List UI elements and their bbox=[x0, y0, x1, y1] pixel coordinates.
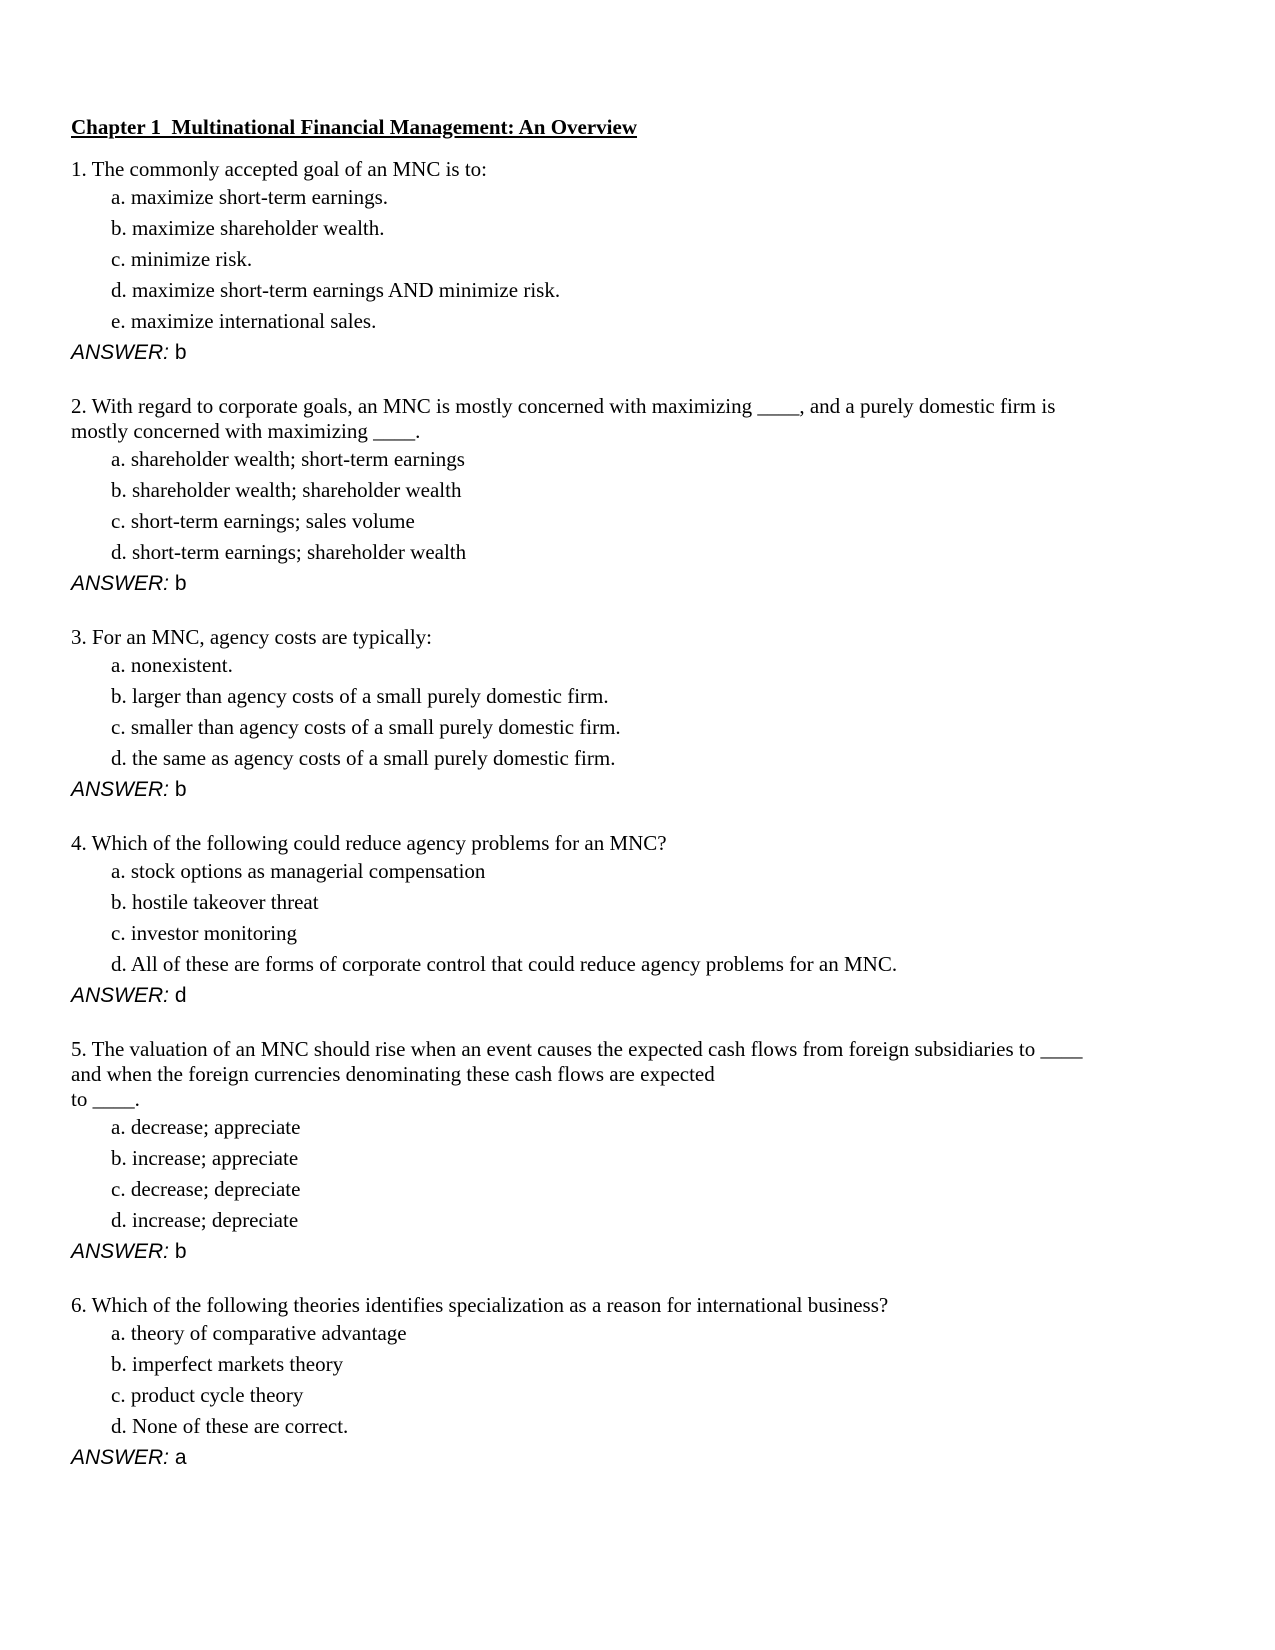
answer-option: d. increase; depreciate bbox=[111, 1208, 299, 1232]
answer-option: c. smaller than agency costs of a small purely domestic firm. bbox=[111, 715, 621, 739]
document-page bbox=[71, 115, 1211, 1499]
question-stem bbox=[71, 394, 1211, 444]
answer-option: b. hostile takeover threat bbox=[111, 890, 319, 914]
answer-option: d. maximize short-term earnings AND minimize risk. bbox=[111, 278, 561, 302]
answer-option: c. short-term earnings; sales volume bbox=[111, 509, 415, 533]
answer-line bbox=[71, 774, 1211, 805]
answer-option: a. nonexistent. bbox=[111, 653, 233, 677]
answer-option: a. stock options as managerial compensation bbox=[111, 859, 486, 883]
answer-option: c. product cycle theory bbox=[111, 1383, 304, 1407]
question-stem bbox=[71, 1293, 1211, 1318]
answer-option: b. maximize shareholder wealth. bbox=[111, 216, 385, 240]
answer-label: ANSWER: bbox=[71, 1240, 170, 1263]
answer-option: a. decrease; appreciate bbox=[111, 1115, 301, 1139]
answer-option: e. maximize international sales. bbox=[111, 309, 377, 333]
question-4 bbox=[71, 831, 1211, 1011]
stem-line: 3. For an MNC, agency costs are typically: bbox=[71, 625, 432, 649]
answer-option: b. shareholder wealth; shareholder wealth bbox=[111, 478, 462, 502]
answer-line bbox=[71, 1236, 1211, 1267]
question-3 bbox=[71, 625, 1211, 805]
answer-option: a. maximize short-term earnings. bbox=[111, 185, 388, 209]
question-stem bbox=[71, 625, 1211, 650]
answer-label: ANSWER: bbox=[71, 341, 170, 364]
answer-value: b bbox=[174, 1240, 187, 1263]
answer-value: a bbox=[174, 1446, 187, 1469]
answer-option: c. minimize risk. bbox=[111, 247, 253, 271]
question-1 bbox=[71, 157, 1211, 368]
stem-line: and when the foreign currencies denominating these cash flows are expected bbox=[71, 1062, 715, 1086]
stem-line: 6. Which of the following theories identifies specialization as a reason for international business? bbox=[71, 1293, 889, 1317]
answer-label: ANSWER: bbox=[71, 984, 170, 1007]
stem-line: mostly concerned with maximizing ____. bbox=[71, 419, 421, 443]
chapter-title: Chapter 1 Multinational Financial Management: An Overview bbox=[71, 115, 638, 139]
answer-option: c. decrease; depreciate bbox=[111, 1177, 301, 1201]
answer-line bbox=[71, 1442, 1211, 1473]
stem-line: 1. The commonly accepted goal of an MNC is to: bbox=[71, 157, 488, 181]
answer-option: d. short-term earnings; shareholder wealth bbox=[111, 540, 467, 564]
answer-option: d. the same as agency costs of a small purely domestic firm. bbox=[111, 746, 616, 770]
answer-line bbox=[71, 337, 1211, 368]
answer-option: d. All of these are forms of corporate control that could reduce agency problems for an MNC. bbox=[111, 952, 898, 976]
question-5 bbox=[71, 1037, 1211, 1267]
answer-label: ANSWER: bbox=[71, 778, 170, 801]
answer-value: d bbox=[174, 984, 187, 1007]
answer-line bbox=[71, 568, 1211, 599]
question-2 bbox=[71, 394, 1211, 599]
answer-option: b. larger than agency costs of a small purely domestic firm. bbox=[111, 684, 609, 708]
answer-option: a. theory of comparative advantage bbox=[111, 1321, 407, 1345]
question-stem bbox=[71, 831, 1211, 856]
stem-line: to ____. bbox=[71, 1087, 140, 1111]
answer-label: ANSWER: bbox=[71, 572, 170, 595]
answer-value: b bbox=[174, 341, 187, 364]
answer-option: d. None of these are correct. bbox=[111, 1414, 349, 1438]
stem-line: 4. Which of the following could reduce agency problems for an MNC? bbox=[71, 831, 667, 855]
question-list bbox=[71, 157, 1211, 1473]
answer-value: b bbox=[174, 572, 187, 595]
answer-label: ANSWER: bbox=[71, 1446, 170, 1469]
answer-option: b. imperfect markets theory bbox=[111, 1352, 344, 1376]
answer-line bbox=[71, 980, 1211, 1011]
answer-value: b bbox=[174, 778, 187, 801]
question-stem bbox=[71, 1037, 1211, 1112]
stem-line: 2. With regard to corporate goals, an MNC is mostly concerned with maximizing ____, and a purely domestic firm is bbox=[71, 394, 1056, 418]
stem-line: 5. The valuation of an MNC should rise when an event causes the expected cash flows from foreign subsidiaries to ____ bbox=[71, 1037, 1083, 1061]
question-stem bbox=[71, 157, 1211, 182]
question-6 bbox=[71, 1293, 1211, 1473]
answer-option: c. investor monitoring bbox=[111, 921, 298, 945]
answer-option: a. shareholder wealth; short-term earnings bbox=[111, 447, 465, 471]
answer-option: b. increase; appreciate bbox=[111, 1146, 299, 1170]
